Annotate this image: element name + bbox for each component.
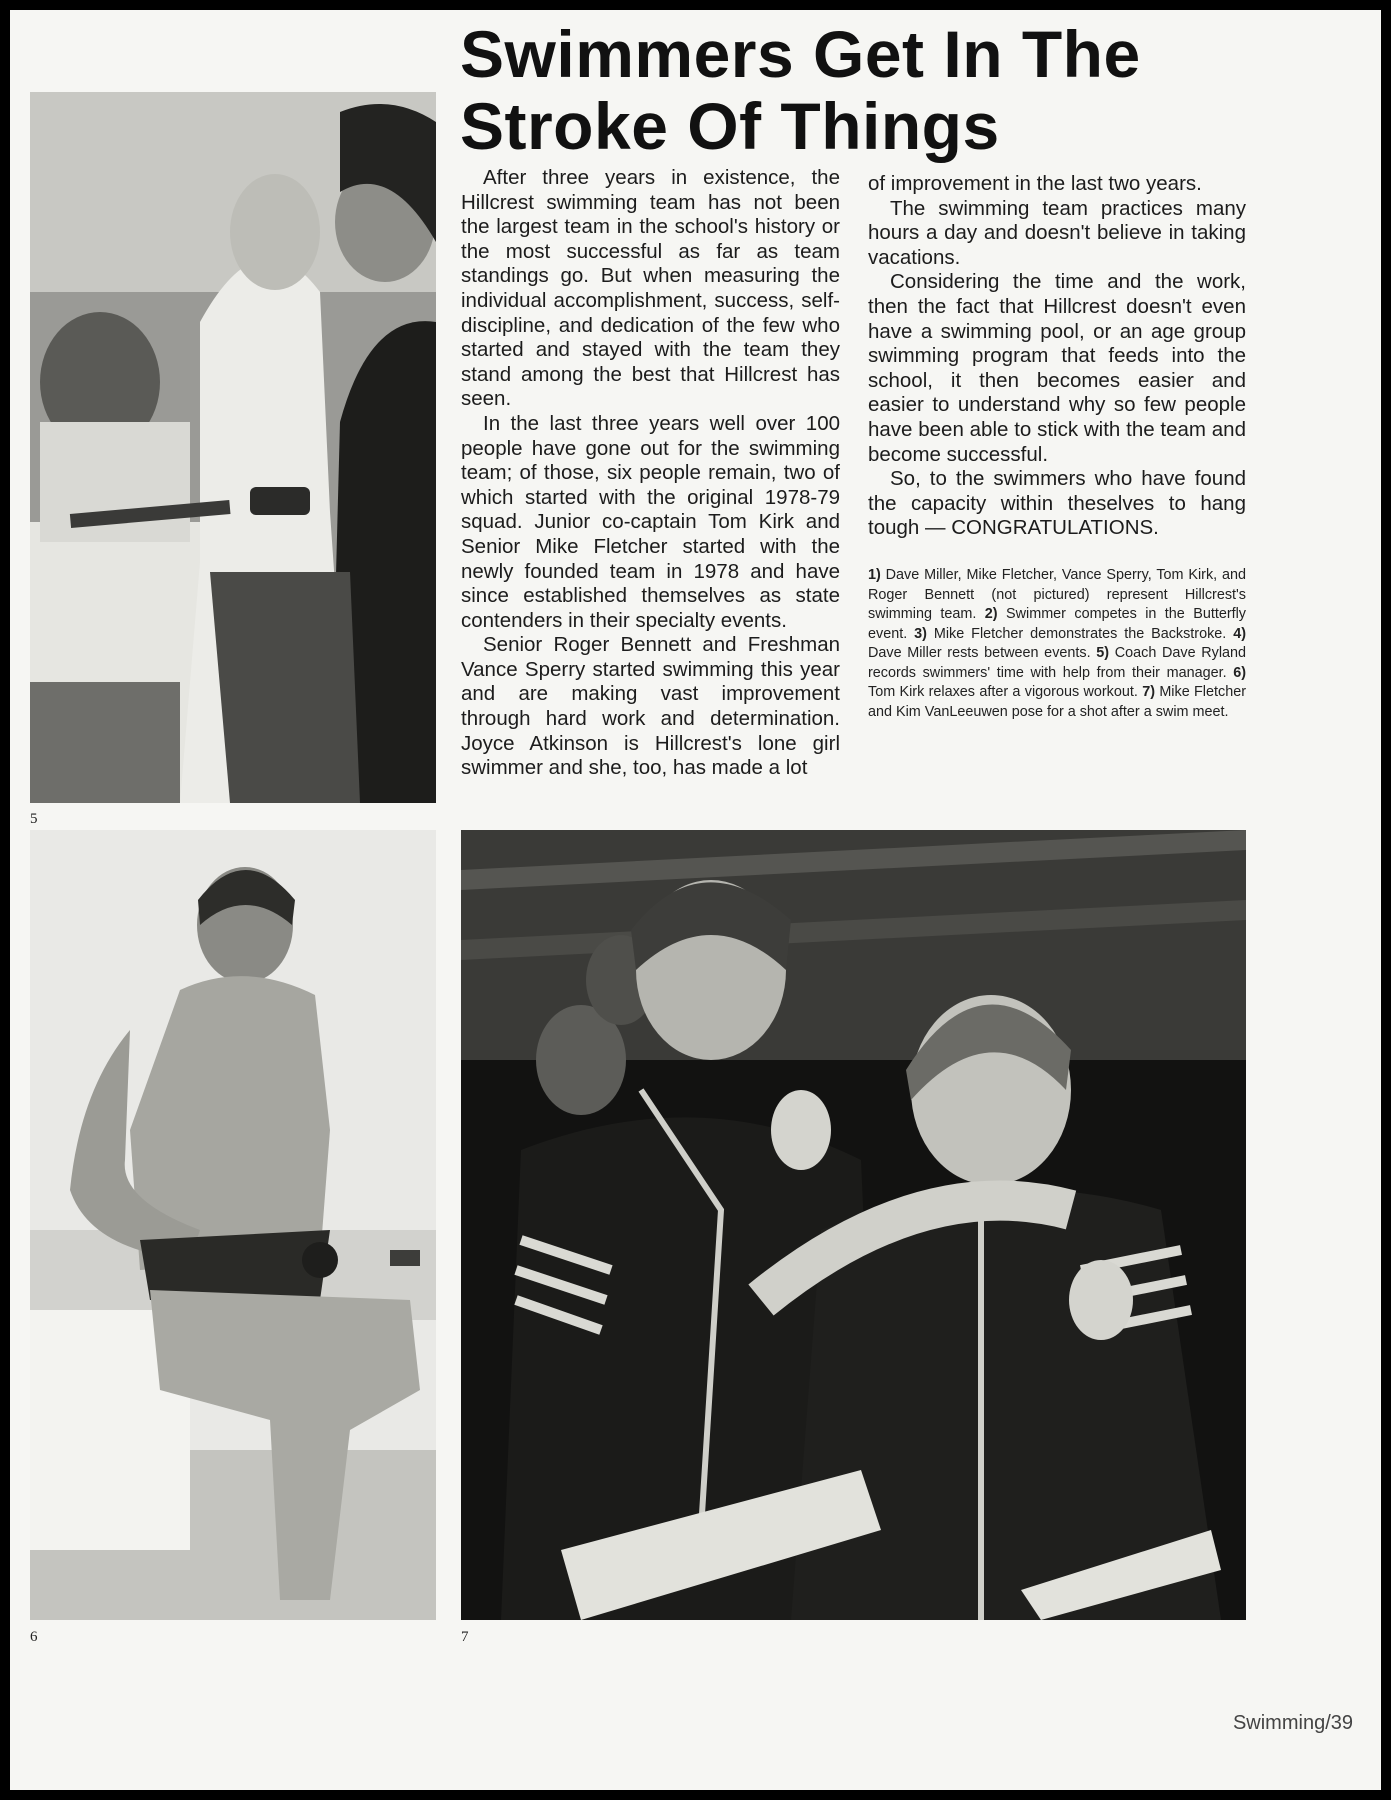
caption-number: 3) — [914, 625, 927, 642]
caption-number: 7) — [1142, 684, 1155, 700]
caption-text: Mike Fletcher demonstrates the Backstroke. — [933, 625, 1227, 642]
article-paragraph: So, to the swimmers who have found the capacity within theselves to hang tough — CONGRATULATIONS. — [868, 467, 1246, 540]
photo-captions — [868, 566, 1246, 722]
caption-text: Dave Miller rests between events. — [868, 645, 1091, 661]
article-column-2 — [868, 172, 1246, 541]
photo-swimmer-seated — [30, 830, 436, 1620]
page-folio: Swimming/39 — [1232, 1712, 1353, 1734]
caption-number: 2) — [984, 606, 998, 622]
article-column-1 — [461, 166, 840, 781]
photo-number-5: 5 — [30, 811, 38, 827]
article-title: Swimmers Get In The Stroke Of Things — [460, 17, 1141, 163]
caption-text: Coach Dave Ryland records swimmers' time with help from their manager. — [868, 645, 1247, 681]
caption-text: Dave Miller, Mike Fletcher, Vance Sperry, Tom Kirk, and Roger Bennett (not pictured) represent Hillcrest's swimming team. — [868, 567, 1246, 622]
caption-number: 6) — [1233, 664, 1247, 681]
article-paragraph: In the last three years well over 100 people have gone out for the swimming team; of those, six people remain, two of which started with the original 1978-79 squad. Junior co-captain Tom Kirk and Senior Mike Fletcher started with the newly founded team in 1978 and have since established themselves as state contenders in their specialty events. — [461, 411, 840, 632]
caption-number: 1) — [868, 567, 881, 583]
photo-two-swimmers — [461, 830, 1246, 1620]
article-paragraph: Considering the time and the work, then the fact that Hillcrest doesn't even have a swimming pool, or an age group swimming program that feeds into the school, it then becomes easier and easier to understand why so few people have been able to stick with the team and become successful. — [868, 270, 1246, 466]
photo-coach-timing — [30, 92, 436, 803]
article-paragraph: After three years in existence, the Hillcrest swimming team has not been the largest team in the school's history or the most successful as far as team standings go. But when measuring the individual accomplishment, success, self-discipline, and dedication of the few who started and stayed with the team they stand among the best that Hillcrest has seen. — [461, 166, 840, 411]
caption-text: Tom Kirk relaxes after a vigorous workout. — [868, 684, 1138, 700]
caption-number: 5) — [1096, 645, 1110, 661]
photo-number-6: 6 — [30, 1629, 38, 1645]
article-paragraph: The swimming team practices many hours a day and doesn't believe in taking vacations. — [868, 196, 1246, 269]
caption-text: Mike Fletcher and Kim VanLeeuwen pose for a shot after a swim meet. — [868, 684, 1246, 720]
caption-text: Swimmer competes in the Butterfly event. — [868, 606, 1247, 642]
article-paragraph: Senior Roger Bennett and Freshman Vance Sperry started swimming this year and are making vast improvement through hard work and determination. Joyce Atkinson is Hillcrest's lone girl swimmer and she, too, has made a lot — [461, 633, 840, 780]
article-paragraph: of improvement in the last two years. — [868, 172, 1202, 195]
caption-number: 4) — [1233, 625, 1247, 642]
photo-number-7: 7 — [461, 1629, 469, 1645]
